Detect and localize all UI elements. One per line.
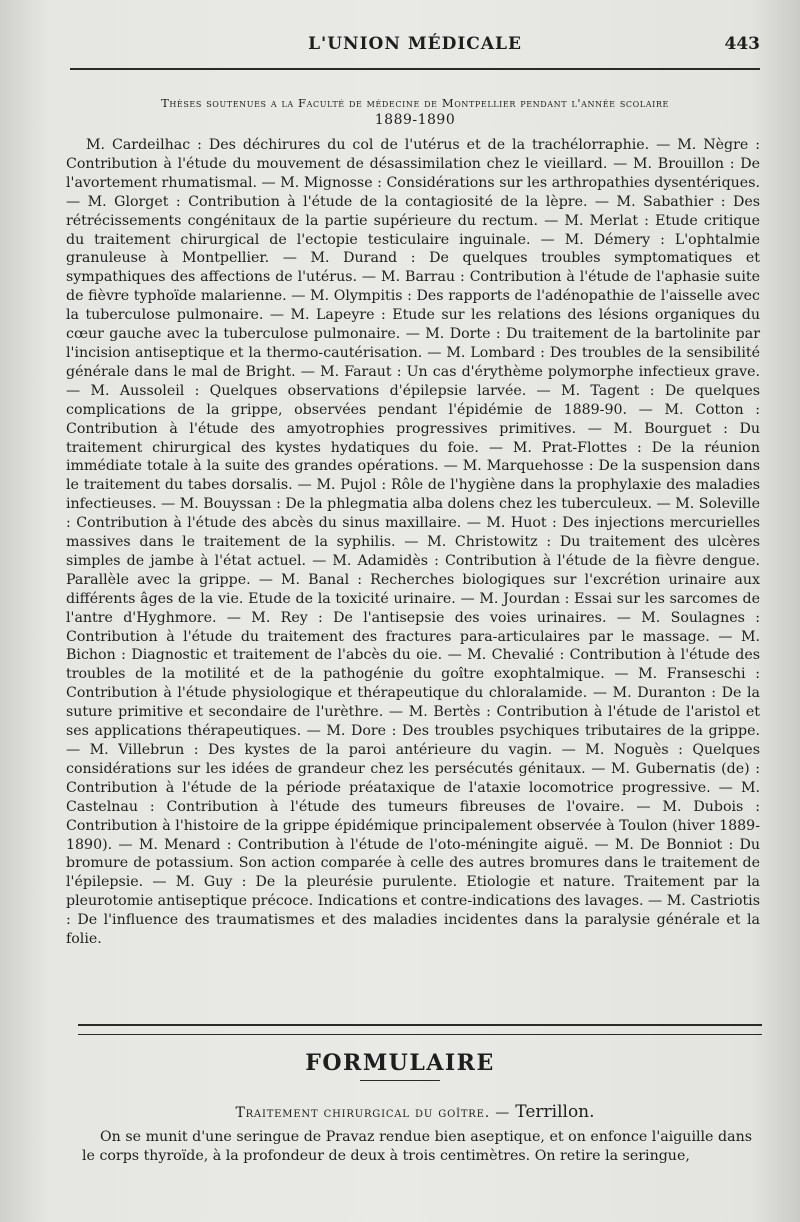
theses-year: 1889-1890 [374, 112, 456, 128]
running-head [70, 34, 760, 58]
theses-heading [70, 95, 760, 129]
article-body: On se munit d'une seringue de Pravaz rendue bien aseptique, et on enfonce l'aiguille dans le corps thyroïde, à la profondeur de deux à trois centimètres. On retire la seringue, [82, 1129, 752, 1165]
article-author: Terrillon. [515, 1102, 595, 1122]
formulaire-underline [360, 1080, 440, 1081]
theses-heading-text: Thèses soutenues a la Faculté de médecine de Montpellier pendant l'année scolaire [161, 96, 669, 110]
section-divider [78, 1024, 762, 1035]
theses-list: M. Cardeilhac : Des déchirures du col de l'utérus et de la trachélorraphie. — M. Nègre : Contribution à l'étude du mouvement de désassimilation chez le vieillard. — M. Brouillon : De l'avortement rhumatismal. — M. Mignosse : Considérations sur les arthropathies dysentériques. — M. Glorget : Contribution à l'étude de la contagiosité de la lèpre. — M. Sabathier : Des rétrécissements congénitaux de la partie supérieure du rectum. — M. Merlat : Etude critique du traitement chirurgical de l'ectopie testiculaire inguinale. — M. Démery : L'ophtalmie granuleuse à Montpellier. — M. Durand : De quelques troubles symptomatiques et sympathiques des affections de l'utérus. — M. Barrau : Contribution à l'étude de l'aphasie suite de fièvre typhoïde malarienne. — M. Olympitis : Des rapports de l'adénopathie de l'aisselle avec la tuberculose pulmonaire. — M. Lapeyre : Etude sur les relations des lésions organiques du cœur gauche avec la tuberculose pulmonaire. — M. Dorte : Du traitement de la bartolinite par l'incision antiseptique et la thermo-cautérisation. — M. Lombard : Des troubles de la sensibilité générale dans le mal de Bright. — M. Faraut : Un cas d'érythème polymorphe infectieux grave. — M. Aussoleil : Quelques observations d'épilepsie larvée. — M. Tagent : De quelques complications de la grippe, observées pendant l'épidémie de 1889-90. — M. Cotton : Contribution à l'étude des amyotrophies progressives primitives. — M. Bourguet : Du traitement chirurgical des kystes hydatiques du foie. — M. Prat-Flottes : De la réunion immédiate totale à la suite des grandes opérations. — M. Marquehosse : De la suspension dans le traitement du tabes dorsalis. — M. Pujol : Rôle de l'hygiène dans la prophylaxie des maladies infectieuses. — M. Bouyssan : De la phlegmatia alba dolens chez les tuberculeux. — M. Soleville : Contribution à l'étude des abcès du sinus maxillaire. — M. Huot : Des injections mercurielles massives dans le traitement de la syphilis. — M. Christowitz : Du traitement des ulcères simples de jambe à l'état actuel. — M. Adamidès : Contribution à l'étude de la fièvre dengue. Parallèle avec la grippe. — M. Banal : Recherches biologiques sur l'excrétion urinaire aux différents âges de la vie. Etude de la toxicité urinaire. — M. Jourdan : Essai sur les sarcomes de l'antre d'Hyghmore. — M. Rey : De l'antisepsie des voies urinaires. — M. Soulagnes : Contribution à l'étude du traitement des fractures para-articulaires par le massage. — M. Bichon : Diagnostic et traitement de l'abcès du oie. — M. Chevalié : Contribution à l'étude des troubles de la motilité et de la pathogénie du goître exophtalmique. — M. Franseschi : Contribution à l'étude physiologique et thérapeutique du chloralamide. — M. Duranton : De la suture primitive et secondaire de l'urèthre. — M. Bertès : Contribution à l'étude de l'aristol et ses applications thérapeutiques. — M. Dore : Des troubles psychiques tributaires de la grippe. — M. Villebrun : Des kystes de la paroi antérieure du vagin. — M. Noguès : Quelques considérations sur les idées de grandeur chez les persécutés génitaux. — M. Gubernatis (de) : Contribution à l'étude de la période préataxique de l'ataxie locomotrice progressive. — M. Castelnau : Contribution à l'étude des tumeurs fibreuses de l'ovaire. — M. Dubois : Contribution à l'histoire de la grippe épidémique principalement observée à Toulon (hiver 1889-1890). — M. Menard : Contribution à l'étude de l'oto-méningite aiguë. — M. De Bonniot : Du bromure de potassium. Son action comparée à celle des autres bromures dans le traitement de l'épilepsie. — M. Guy : De la pleurésie purulente. Etiologie et nature. Traitement par la pleurotomie antiseptique précoce. Indications et contre-indications des lavages. — M. Castriotis : De l'influence des traumatismes et des maladies incidentes dans la paralysie générale et la folie. [66, 137, 760, 948]
journal-title: L'UNION MÉDICALE [308, 34, 522, 54]
page-number: 443 [724, 34, 760, 54]
formulaire-title: FORMULAIRE [305, 1050, 495, 1076]
article-separator: — [489, 1105, 516, 1121]
article-title: Traitement chirurgical du goître. [235, 1105, 490, 1121]
header-rule [70, 68, 760, 70]
article-heading [70, 1102, 760, 1122]
